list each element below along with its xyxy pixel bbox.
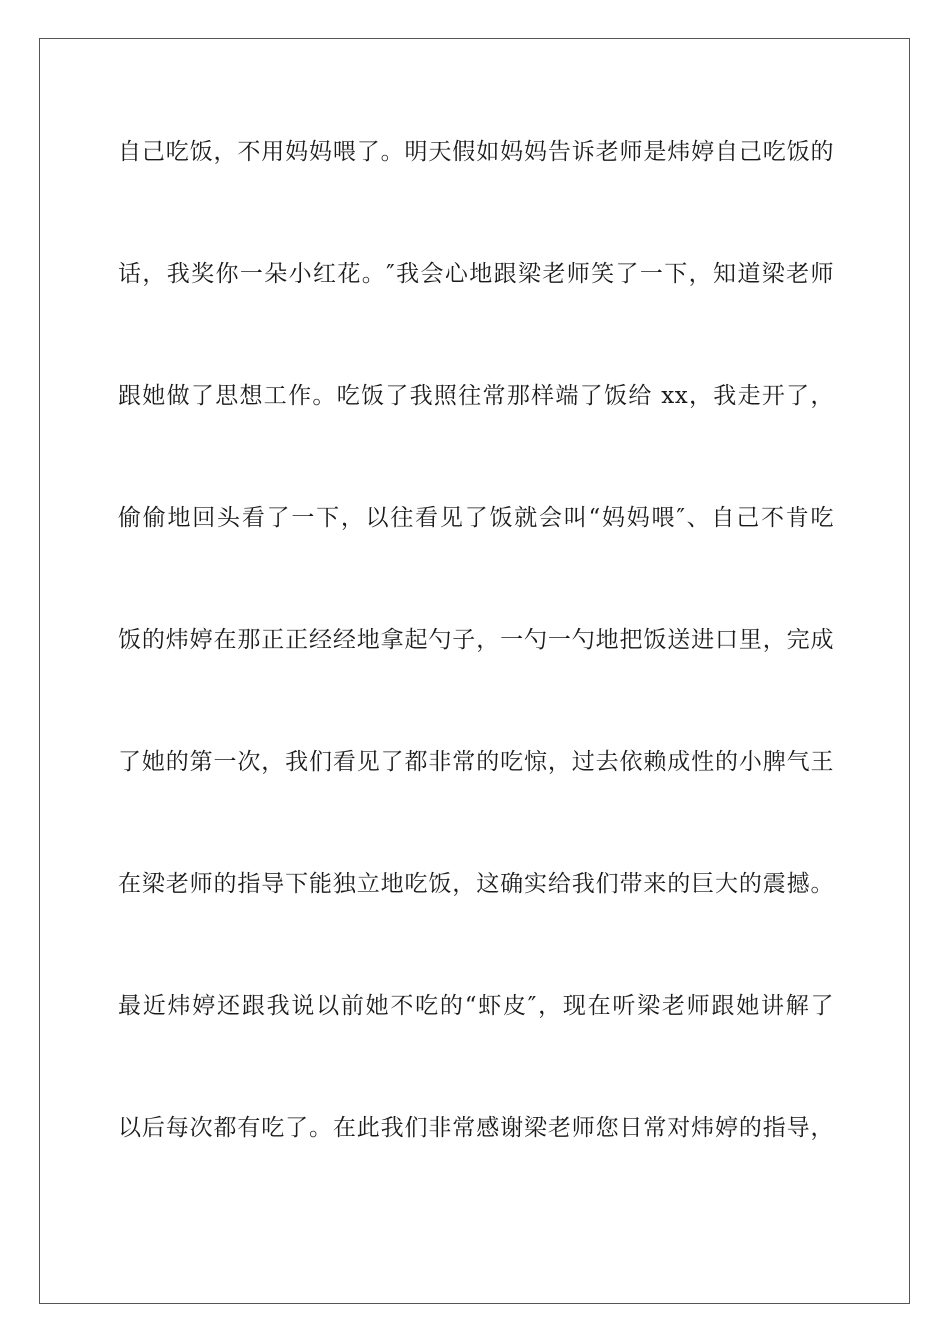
paragraph-line-5: 饭的炜婷在那正正经经地拿起勺子，一勺一勺地把饭送进口里，完成: [118, 627, 834, 653]
paragraph-line-6: 了她的第一次，我们看见了都非常的吃惊，过去依赖成性的小脾气王: [118, 749, 834, 775]
paragraph-line-4: 偷偷地回头看了一下，以往看见了饭就会叫“妈妈喂″、自己不肯吃: [118, 505, 834, 531]
paragraph-line-7: 在梁老师的指导下能独立地吃饭，这确实给我们带来的巨大的震撼。: [118, 871, 834, 897]
paragraph-line-1: 自己吃饭，不用妈妈喂了。明天假如妈妈告诉老师是炜婷自己吃饭的: [118, 139, 834, 165]
paragraph-line-3: 跟她做了思想工作。吃饭了我照往常那样端了饭给 xx，我走开了，: [118, 383, 834, 409]
paragraph-line-2: 话，我奖你一朵小红花。″我会心地跟梁老师笑了一下，知道梁老师: [118, 261, 834, 287]
paragraph-line-9: 以后每次都有吃了。在此我们非常感谢梁老师您日常对炜婷的指导，: [118, 1115, 834, 1141]
paragraph-line-8: 最近炜婷还跟我说以前她不吃的“虾皮″，现在听梁老师跟她讲解了: [118, 993, 834, 1019]
